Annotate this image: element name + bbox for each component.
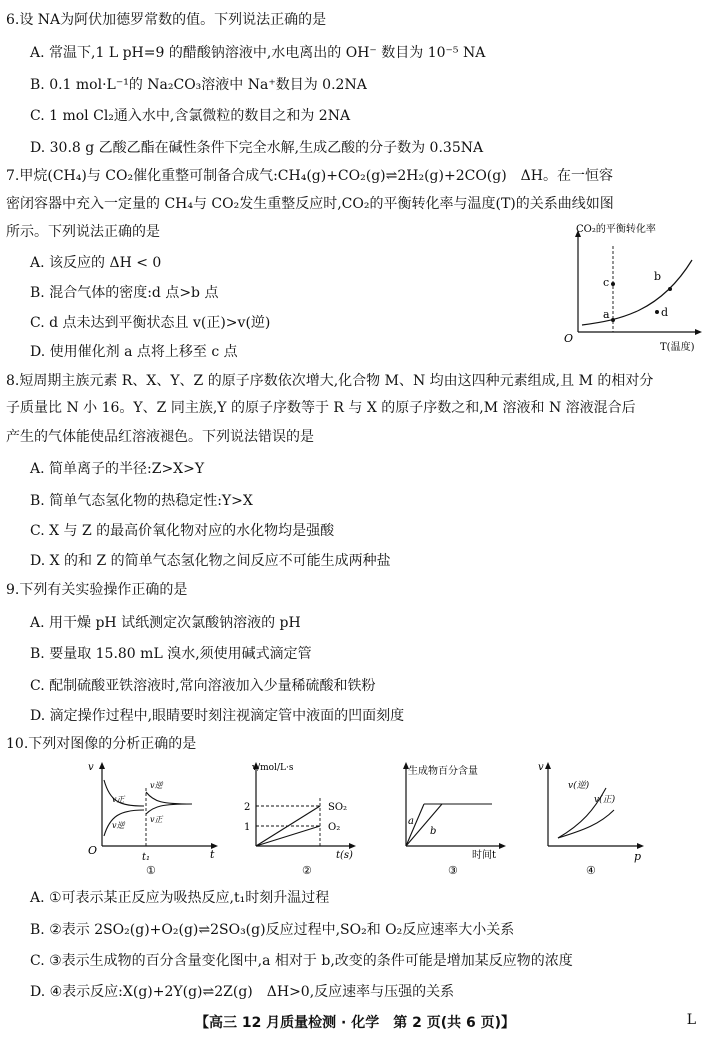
q10-option-d: D. ④表示反应:X(g)+2Y(g)⇌2Z(g) ΔH>0,反应速率与压强的关系 bbox=[30, 984, 455, 1000]
q10-option-c: C. ③表示生成物的百分含量变化图中,a 相对于 b,改变的条件可能是增加某反应物的浓度 bbox=[30, 953, 573, 969]
fig1-vzheng-right: v正 bbox=[150, 815, 163, 824]
fig1-caption: ① bbox=[146, 864, 156, 876]
q7-point-b: b bbox=[654, 270, 662, 283]
q8-option-c: C. X 与 Z 的最高价氧化物对应的水化物均是强酸 bbox=[30, 523, 335, 539]
q8-option-b: B. 简单气态氢化物的热稳定性:Y>X bbox=[30, 493, 253, 509]
q9-option-b: B. 要量取 15.80 mL 溴水,须使用碱式滴定管 bbox=[30, 646, 312, 662]
fig2-caption: ② bbox=[302, 864, 312, 876]
fig1-ylabel: v bbox=[88, 762, 94, 773]
q7-option-c: C. d 点未达到平衡状态且 v(正)>v(逆) bbox=[30, 315, 271, 331]
q9-option-a: A. 用干燥 pH 试纸测定次氯酸钠溶液的 pH bbox=[30, 615, 301, 631]
fig4-vzheng: v(正) bbox=[594, 795, 616, 805]
fig2-o2: O₂ bbox=[328, 822, 341, 833]
fig2-ylabel: v/mol/L·s bbox=[252, 763, 294, 773]
fig4-vni: v(逆) bbox=[568, 781, 590, 791]
q8-stem-line2: 子质量比 N 小 16。Y、Z 同主族,Y 的原子序数等于 R 与 X 的原子序数之和,M 溶液和 N 溶液混合后 bbox=[6, 400, 636, 416]
q7-point-d: d bbox=[661, 306, 669, 319]
fig3-a: a bbox=[408, 816, 414, 827]
q8-stem-line1: 8.短周期主族元素 R、X、Y、Z 的原子序数依次增大,化合物 M、N 均由这四种元素组成,且 M 的相对分 bbox=[6, 373, 654, 389]
q10-figure-3 bbox=[392, 758, 522, 876]
fig1-vzheng-left: v正 bbox=[112, 795, 125, 804]
fig2-xlabel: t(s) bbox=[336, 850, 353, 861]
q10-figure-1 bbox=[82, 758, 222, 876]
q7-graph-ylabel: CO₂的平衡转化率 bbox=[576, 224, 656, 235]
fig1-xlabel: t bbox=[210, 848, 215, 861]
q7-stem-line1: 7.甲烷(CH₄)与 CO₂催化重整可制备合成气:CH₄(g)+CO₂(g)⇌2H₂(g)+2CO(g) ΔH。在一恒容 bbox=[6, 168, 613, 184]
q6-option-d: D. 30.8 g 乙酸乙酯在碱性条件下完全水解,生成乙酸的分子数为 0.35NA bbox=[30, 140, 484, 156]
q10-figure-2 bbox=[240, 758, 370, 876]
fig4-xlabel: p bbox=[634, 850, 642, 863]
q7-graph-xlabel: T(温度) bbox=[660, 342, 695, 353]
q7-option-a: A. 该反应的 ΔH < 0 bbox=[30, 255, 162, 271]
q7-graph bbox=[560, 220, 710, 358]
fig1-origin: O bbox=[88, 844, 98, 857]
q10-figure-4 bbox=[534, 758, 654, 876]
q7-point-a: a bbox=[603, 308, 610, 321]
q10-option-b: B. ②表示 2SO₂(g)+O₂(g)⇌2SO₃(g)反应过程中,SO₂和 O₂反应速率大小关系 bbox=[30, 922, 515, 938]
q6-stem: 6.设 NA为阿伏加德罗常数的值。下列说法正确的是 bbox=[6, 12, 327, 28]
fig3-ylabel: 生成物百分含量 bbox=[408, 766, 478, 777]
fig2-tick-1: 1 bbox=[244, 822, 251, 833]
fig2-tick-2: 2 bbox=[244, 802, 251, 813]
q8-option-d: D. X 的和 Z 的简单气态氢化物之间反应不可能生成两种盐 bbox=[30, 553, 391, 569]
q6-option-c: C. 1 mol Cl₂通入水中,含氯微粒的数目之和为 2NA bbox=[30, 108, 351, 124]
fig1-vni-left: v逆 bbox=[112, 821, 125, 830]
q10-stem: 10.下列对图像的分析正确的是 bbox=[6, 736, 197, 752]
fig4-caption: ④ bbox=[586, 864, 596, 876]
q9-stem: 9.下列有关实验操作正确的是 bbox=[6, 582, 188, 598]
q7-graph-origin: O bbox=[564, 332, 574, 345]
q9-option-d: D. 滴定操作过程中,眼睛要时刻注视滴定管中液面的凹面刻度 bbox=[30, 708, 405, 724]
fig3-b: b bbox=[430, 826, 437, 837]
q9-option-c: C. 配制硫酸亚铁溶液时,常向溶液加入少量稀硫酸和铁粉 bbox=[30, 678, 376, 694]
q6-option-a: A. 常温下,1 L pH=9 的醋酸钠溶液中,水电离出的 OH⁻ 数目为 10⁻⁵ NA bbox=[30, 45, 486, 61]
q7-option-d: D. 使用催化剂 a 点将上移至 c 点 bbox=[30, 344, 238, 360]
fig1-t1: t₁ bbox=[142, 852, 151, 863]
q8-option-a: A. 简单离子的半径:Z>X>Y bbox=[30, 461, 205, 477]
q7-option-b: B. 混合气体的密度:d 点>b 点 bbox=[30, 285, 219, 301]
fig2-so2: SO₂ bbox=[328, 802, 348, 813]
fig3-xlabel: 时间t bbox=[472, 850, 497, 861]
fig4-ylabel: v bbox=[538, 762, 544, 773]
q10-option-a: A. ①可表示某正反应为吸热反应,t₁时刻升温过程 bbox=[30, 890, 330, 906]
fig3-caption: ③ bbox=[448, 864, 458, 876]
fig1-vni-right: v逆 bbox=[150, 781, 163, 790]
q8-stem-line3: 产生的气体能使品红溶液褪色。下列说法错误的是 bbox=[6, 429, 314, 445]
q6-option-b: B. 0.1 mol·L⁻¹的 Na₂CO₃溶液中 Na⁺数目为 0.2NA bbox=[30, 77, 367, 93]
q7-stem-line3: 所示。下列说法正确的是 bbox=[6, 224, 160, 240]
page-corner-mark: L bbox=[686, 1012, 696, 1028]
q7-stem-line2: 密闭容器中充入一定量的 CH₄与 CO₂发生重整反应时,CO₂的平衡转化率与温度(T)的关系曲线如图 bbox=[6, 196, 614, 212]
q7-point-c: c bbox=[603, 276, 610, 289]
page-footer: 【高三 12 月质量检测 · 化学 第 2 页(共 6 页)】 bbox=[194, 1015, 516, 1031]
